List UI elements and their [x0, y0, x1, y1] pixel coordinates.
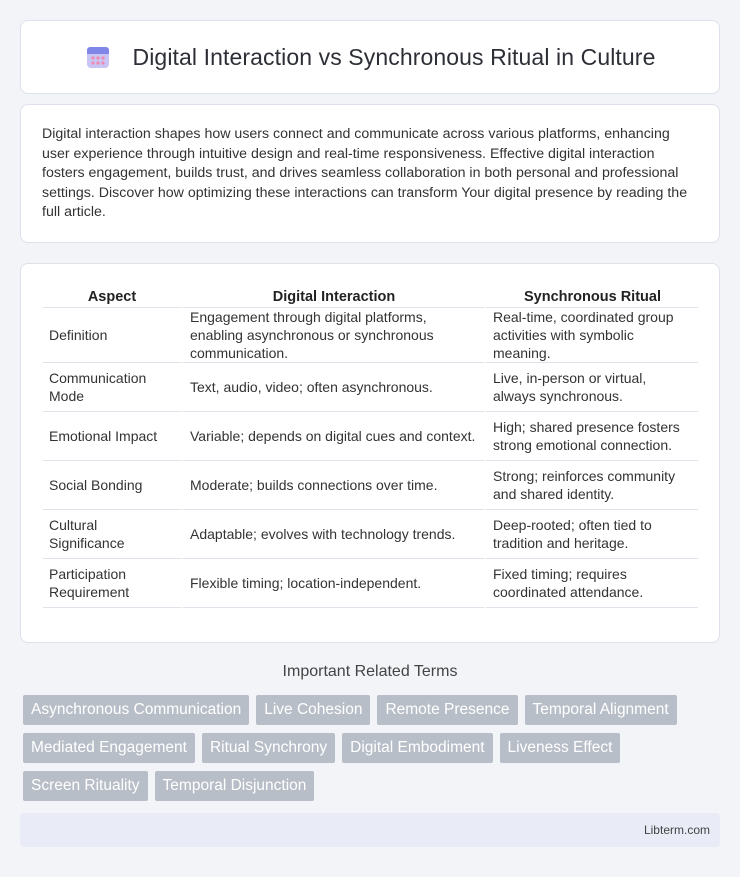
table-row: [43, 363, 698, 412]
related-term-tag[interactable]: Temporal Alignment: [525, 695, 677, 725]
table-row: [43, 461, 698, 510]
footer: [20, 813, 720, 847]
related-term-tag[interactable]: Ritual Synchrony: [202, 733, 335, 763]
table-row: [43, 559, 698, 608]
intro-text: Digital interaction shapes how users connect and communicate across various platforms, enhancing user experience through intuitive design and real-time responsiveness. Effective digital interaction fosters engagement, builds trust, and drives seamless collaboration in both personal and professional settings. Discover how optimizing these interactions can transform Your digital presence by reading the full article.: [42, 126, 688, 221]
related-term-tag[interactable]: Live Cohesion: [256, 695, 370, 725]
table-row: [43, 510, 698, 559]
aspect-cell: Cultural Significance: [43, 510, 181, 559]
column-header: Synchronous Ritual: [484, 284, 698, 308]
related-term-tag[interactable]: Temporal Disjunction: [155, 771, 315, 801]
related-terms-list: [23, 695, 723, 801]
related-term-tag[interactable]: Liveness Effect: [500, 733, 621, 763]
related-term-tag[interactable]: Asynchronous Communication: [23, 695, 249, 725]
related-term-tag[interactable]: Mediated Engagement: [23, 733, 195, 763]
digital-cell: Text, audio, video; often asynchronous.: [181, 363, 484, 412]
ritual-cell: Live, in-person or virtual, always synchronous.: [484, 363, 698, 412]
intro-card: [20, 104, 720, 243]
aspect-cell: Communication Mode: [43, 363, 181, 412]
ritual-cell: Strong; reinforces community and shared identity.: [484, 461, 698, 510]
comparison-card: [20, 263, 720, 643]
table-row: [43, 308, 698, 363]
column-header: Digital Interaction: [181, 284, 484, 308]
digital-cell: Variable; depends on digital cues and context.: [181, 412, 484, 461]
ritual-cell: High; shared presence fosters strong emotional connection.: [484, 412, 698, 461]
calendar-icon: [85, 44, 111, 70]
aspect-cell: Social Bonding: [43, 461, 181, 510]
digital-cell: Engagement through digital platforms, enabling asynchronous or synchronous communication.: [181, 308, 484, 363]
related-term-tag[interactable]: Screen Rituality: [23, 771, 148, 801]
footer-brand-link[interactable]: Libterm.com: [643, 823, 710, 837]
digital-cell: Adaptable; evolves with technology trends.: [181, 510, 484, 559]
digital-cell: Moderate; builds connections over time.: [181, 461, 484, 510]
ritual-cell: Real-time, coordinated group activities with symbolic meaning.: [484, 308, 698, 363]
ritual-cell: Fixed timing; requires coordinated attendance.: [484, 559, 698, 608]
table-header-row: [43, 284, 698, 308]
ritual-cell: Deep-rooted; often tied to tradition and heritage.: [484, 510, 698, 559]
page-title: Digital Interaction vs Synchronous Ritual in Culture: [132, 43, 656, 70]
column-header: Aspect: [43, 284, 181, 308]
table-row: [43, 412, 698, 461]
aspect-cell: Emotional Impact: [43, 412, 181, 461]
comparison-table: [43, 284, 698, 608]
aspect-cell: Participation Requirement: [43, 559, 181, 608]
title-card: [20, 20, 720, 94]
digital-cell: Flexible timing; location-independent.: [181, 559, 484, 608]
related-term-tag[interactable]: Remote Presence: [377, 695, 517, 725]
related-terms-title: Important Related Terms: [282, 663, 458, 680]
aspect-cell: Definition: [43, 308, 181, 363]
related-term-tag[interactable]: Digital Embodiment: [342, 733, 492, 763]
